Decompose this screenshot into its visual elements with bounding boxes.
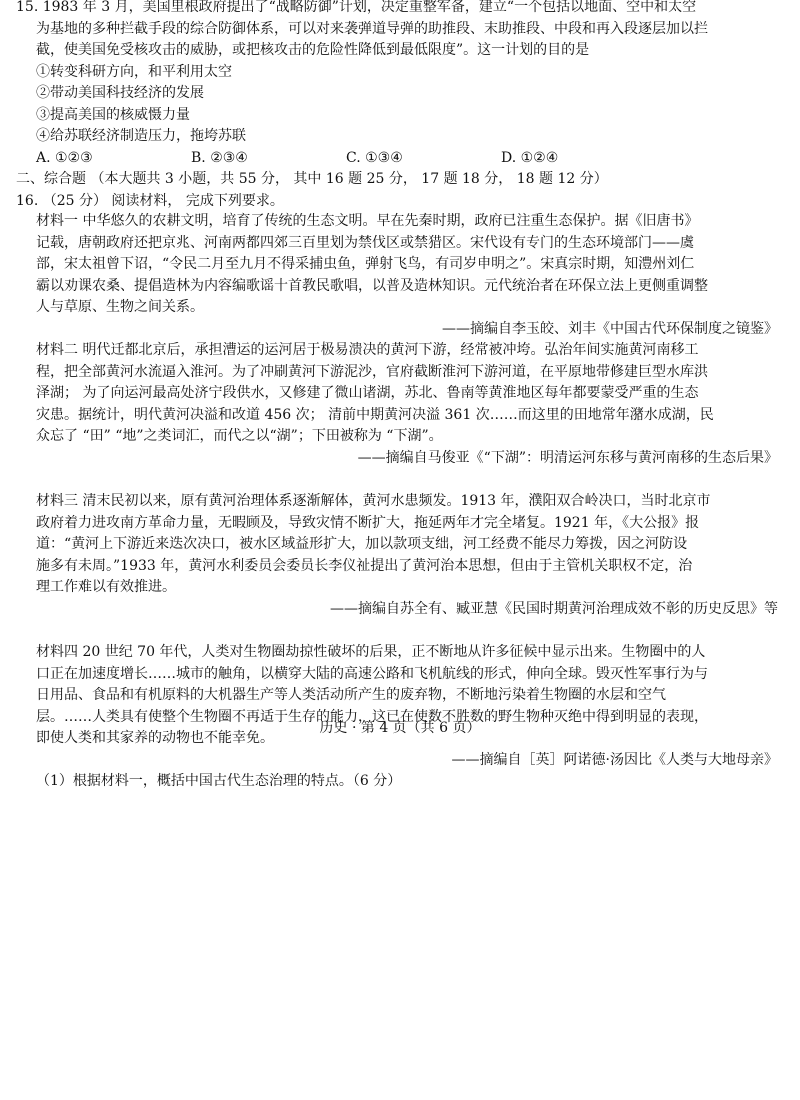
q15-line-2: 为基地的多种拦截手段的综合防御体系，可以对来袭弹道导弹的助推段、末助推段、中段和再入段逐层加以拦 [36,20,708,37]
m4-line-1: 材料四 20 世纪 70 年代，人类对生物圈劫掠性破坏的后果，正不断地从许多征候中显示出来。生物圈中的人 [36,644,706,660]
m2-line-3: 泽湖； 为了向运河最高处济宁段供水，又修建了微山诸湖，苏北、鲁南等黄淮地区每年都要蒙受严重的生态 [36,385,699,401]
m1-line-1: 材料一 中华悠久的农耕文明，培育了传统的生态文明。早在先秦时期，政府已注重生态保护。据《旧唐书》 [36,213,699,229]
question-15 [16,0,786,212]
m1-source: ——摘编自李玉皎、刘丰《中国古代环保制度之镜鉴》 [442,320,778,337]
m4-line-4: 层。……人类具有使整个生物圈不再适于生存的能力，这已在使数不胜数的野生物种灭绝中得到明显的表现， [36,708,708,725]
m3-line-5: 理工作难以有效推进。 [36,579,176,595]
m3-line-2: 政府着力进攻南方革命力量，无暇顾及，导致灾情不断扩大，拖延两年才完全堵复。1921 年，《大公报》报 [36,514,700,531]
m2-source: ——摘编自马俊亚《“下湖”：明清运河东移与黄河南移的生态后果》 [357,449,778,466]
q15-item-4: ④给苏联经济制造压力，拖垮苏联 [36,128,246,144]
m2-line-1: 材料二 明代迁都北京后，承担漕运的运河居于极易溃决的黄河下游，经常被冲垮。弘治年间实施黄河南移工 [36,342,699,358]
m4-line-2: 口正在加速度增长……城市的触角，以横穿大陆的高速公路和飞机航线的形式，伸向全球。毁灭性军事行为与 [36,665,708,682]
material-3 [16,491,786,620]
m2-line-5: 众忘了 “田” “地”之类词汇，而代之以“湖”；下田被称为 “下湖”。 [36,428,443,444]
q15-line-1: 15. 1983 年 3 月，美国里根政府提出了“战略防御”计划，决定重整军备，建立“一个包括以地面、空中和太空 [16,0,697,15]
option-b: B. ②③④ [191,149,248,166]
q15-item-1: ①转变科研方向，和平利用太空 [36,63,232,80]
m1-line-2: 记载，唐朝政府还把京兆、河南两都四郊三百里划为禁伐区或禁猎区。宋代设有专门的生态环境部门——虞 [36,234,694,251]
m4-line-3: 日用品、食品和有机原料的大机器生产等人类活动所产生的废弃物，不断地污染着生物圈的水层和空气 [36,687,666,703]
m4-line-5: 即使人类和其家养的动物也不能幸免。 [36,730,274,746]
m2-line-4: 灾患。据统计，明代黄河决溢和改道 456 次； 清前中期黄河决溢 361 次……而这里的田地常年潴水成湖，民 [36,406,714,423]
q15-item-2: ②带动美国科技经济的发展 [36,85,204,101]
m3-source: ——摘编自苏全有、臧亚慧《民国时期黄河治理成效不彰的历史反思》等 [330,600,778,617]
option-c: C. ①③④ [346,149,403,166]
m1-line-4: 霸以劝课农桑、提倡造林为内容编歌谣十首教民歌唱，以普及造林知识。元代统治者在环保立法上更侧重调整 [36,277,708,294]
q15-line-3: 截，使美国免受核攻击的威胁，或把核攻击的危险性降低到最低限度”。这一计划的目的是 [36,42,590,58]
m2-line-2: 程，把全部黄河水流逼入淮河。为了冲刷黄河下游泥沙，官府截断淮河下游河道，在平原地带修建巨型水库洪 [36,363,708,380]
q15-item-3: ③提高美国的核威慑力量 [36,106,190,123]
m1-line-5: 人与草原、生物之间关系。 [36,299,204,315]
q16-subquestion-1: （1）根据材料一，概括中国古代生态治理的特点。（6 分） [36,773,402,789]
q15-options [16,148,786,170]
m3-line-3: 道：“黄河上下游近来迭次决口，被水区域益形扩大，加以款项支绌，河工经费不能尽力筹拨，因之河防设 [36,536,688,552]
page-footer: 历史 · 第 4 页（共 6 页） [319,720,481,736]
option-a: A. ①②③ [36,149,93,166]
q16-heading: 16. （25 分） 阅读材料， 完成下列要求。 [16,192,284,209]
m3-line-4: 施多有未周。”1933 年，黄河水利委员会委员长李仪祉提出了黄河治本思想，但由于主管机关职权不定，治 [36,557,693,574]
material-2 [16,340,786,469]
option-d: D. ①②④ [501,149,559,166]
section-heading: 二、综合题 （本大题共 3 小题，共 55 分， 其中 16 题 25 分， 17 题 18 分， 18 题 12 分） [16,171,608,187]
m3-line-1: 材料三 清末民初以来，原有黄河治理体系逐渐解体，黄河水患频发。1913 年，濮阳双合岭决口，当时北京市 [36,493,711,509]
m4-source: ——摘编自［英］阿诺德·汤因比《人类与大地母亲》 [451,751,778,768]
m1-line-3: 部，宋太祖曾下诏，“令民二月至九月不得采捕虫鱼，弹射飞鸟，有司岁申明之”。宋真宗时期，知澧州刘仁 [36,256,695,272]
material-1 [16,211,786,340]
